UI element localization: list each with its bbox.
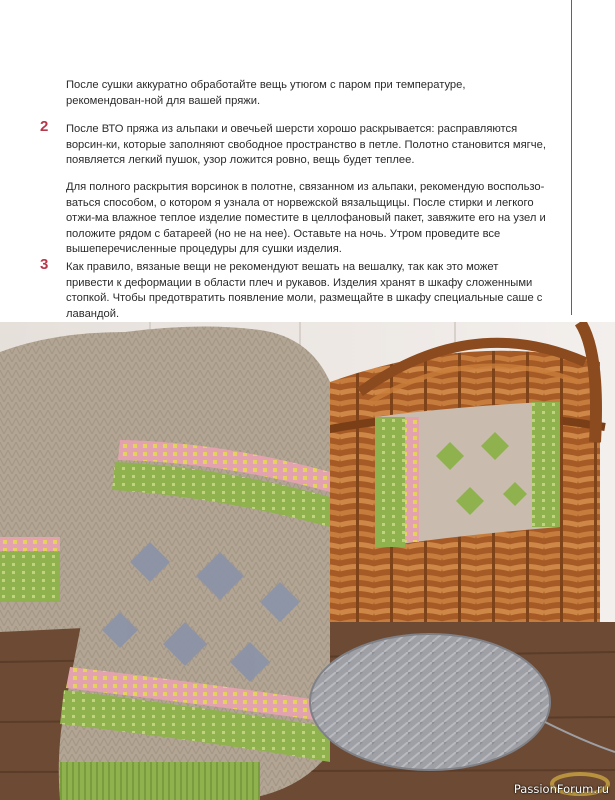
paragraph-step2-b: Для полного раскрытия ворсинок в полотне, связанном из альпаки, рекомендую воспользо-ваться способом, о котором я узнала от норвежской вязальщицы. После стирки и легкого отжи-ма влажное теплое изделие поместите в целлофановый пакет, завяжите его на узел и положите рядом с батареей (но не на нее). Оставьте на ночь. Утром проведите все вышеперечисленные процедуры для сушки изделия. xyxy=(66,181,546,255)
knitted-socks-basket-photo xyxy=(0,322,615,800)
step-number-2: 2 xyxy=(40,118,49,135)
watermark: PassionForum.ru xyxy=(513,782,609,796)
paragraph-intro: После сушки аккуратно обработайте вещь утюгом с паром при температуре, рекомендован-ной для вашей пряжи. xyxy=(66,79,466,107)
paragraph-step2-a: После ВТО пряжа из альпаки и овечьей шерсти хорошо раскрывается: расправляются ворсин-ки, которые заполняют свободное пространство в петле. Полотно становится мягче, появляется легкий пушок, узор ложится ровно, вещь будет теплее. xyxy=(66,123,546,166)
paragraph-step3: Как правило, вязаные вещи не рекомендуют вешать на вешалку, так как это может привести к деформации в области плеч и рукавов. Изделия хранят в шкафу сложенными стопкой. Чтобы предотвратить появление моли, размещайте в шкафу специальные саше с лавандой. xyxy=(66,261,543,320)
step-number-3: 3 xyxy=(40,256,49,273)
patterned-sock-in-basket xyxy=(375,402,560,547)
margin-rule xyxy=(571,0,572,315)
text-section xyxy=(0,0,615,322)
